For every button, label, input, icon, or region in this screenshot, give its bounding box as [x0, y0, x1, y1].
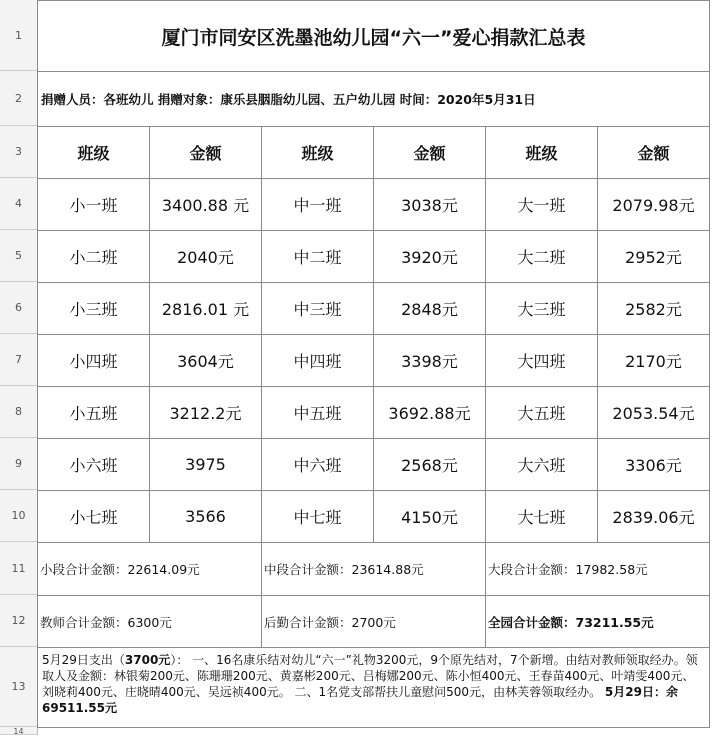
class-cell[interactable]: 小四班	[38, 335, 150, 387]
amount-cell[interactable]: 3975	[150, 439, 262, 491]
table-row	[38, 387, 710, 439]
amount-cell[interactable]: 3398元	[374, 335, 486, 387]
class-cell[interactable]: 中六班	[262, 439, 374, 491]
class-cell[interactable]: 大二班	[486, 231, 598, 283]
expense-note[interactable]	[38, 648, 710, 728]
row-number[interactable]: 6	[0, 282, 37, 334]
class-cell[interactable]: 中一班	[262, 179, 374, 231]
amount-header[interactable]: 金额	[598, 127, 710, 179]
amount-cell[interactable]: 3212.2元	[150, 387, 262, 439]
amount-cell[interactable]: 2040元	[150, 231, 262, 283]
row-number[interactable]: 4	[0, 178, 37, 230]
logistics-total[interactable]: 后勤合计金额：2700元	[262, 596, 486, 648]
table-row	[38, 179, 710, 231]
amount-cell[interactable]: 3306元	[598, 439, 710, 491]
amount-cell[interactable]: 2848元	[374, 283, 486, 335]
class-cell[interactable]: 大三班	[486, 283, 598, 335]
note-prefix: 5月29日支出（	[42, 653, 125, 667]
amount-cell[interactable]: 2582元	[598, 283, 710, 335]
class-cell[interactable]: 中五班	[262, 387, 374, 439]
donation-info[interactable]: 捐赠人员：各班幼儿 捐赠对象：康乐县胭脂幼儿园、五户幼儿园 时间：2020年5月31日	[38, 72, 710, 127]
class-cell[interactable]: 小五班	[38, 387, 150, 439]
amount-cell[interactable]: 3566	[150, 491, 262, 543]
middle-section-total[interactable]: 中段合计金额：23614.88元	[262, 543, 486, 596]
totals-row	[38, 596, 710, 648]
amount-cell[interactable]: 3400.88 元	[150, 179, 262, 231]
amount-cell[interactable]: 2816.01 元	[150, 283, 262, 335]
row-number[interactable]: 12	[0, 595, 37, 647]
class-cell[interactable]: 中二班	[262, 231, 374, 283]
note-amount: 3700元	[124, 653, 171, 667]
class-cell[interactable]: 大一班	[486, 179, 598, 231]
amount-cell[interactable]: 3038元	[374, 179, 486, 231]
row-number[interactable]: 10	[0, 490, 37, 542]
small-section-total[interactable]: 小段合计金额：22614.09元	[38, 543, 262, 596]
header-row	[38, 127, 710, 179]
amount-cell[interactable]: 2952元	[598, 231, 710, 283]
amount-cell[interactable]: 2568元	[374, 439, 486, 491]
class-cell[interactable]: 大六班	[486, 439, 598, 491]
class-cell[interactable]: 小一班	[38, 179, 150, 231]
amount-header[interactable]: 金额	[374, 127, 486, 179]
amount-cell[interactable]: 2839.06元	[598, 491, 710, 543]
class-header[interactable]: 班级	[262, 127, 374, 179]
row-number[interactable]: 13	[0, 647, 37, 727]
amount-cell[interactable]: 4150元	[374, 491, 486, 543]
sheet-title[interactable]: 厦门市同安区洗墨池幼儿园“六一”爱心捐款汇总表	[38, 1, 710, 72]
class-header[interactable]: 班级	[486, 127, 598, 179]
teacher-total[interactable]: 教师合计金额：6300元	[38, 596, 262, 648]
row-number[interactable]: 2	[0, 71, 37, 126]
class-cell[interactable]: 小二班	[38, 231, 150, 283]
class-cell[interactable]: 大五班	[486, 387, 598, 439]
class-cell[interactable]: 大七班	[486, 491, 598, 543]
note-body: ）： 一、16名康乐结对幼儿“六一”礼物3200元，9个原先结对，7个新增。由结对教师领取经办。领取人及金额：林银菊200元、陈珊珊200元、黄嘉彬200元、吕梅娜200元、陈小恒400元、王春苗400元、叶靖雯400元、刘晓莉400元、庄晓晴400元、吴远祯400元。 二、1名党支部帮扶儿童慰问500元，由林芙蓉领取经办。	[42, 653, 698, 699]
school-total[interactable]: 全园合计金额：73211.55元	[486, 596, 710, 648]
table-row	[38, 283, 710, 335]
class-cell[interactable]: 中三班	[262, 283, 374, 335]
amount-header[interactable]: 金额	[150, 127, 262, 179]
note-balance: 5月29日：余69511.55元	[42, 685, 678, 715]
row-number[interactable]: 1	[0, 0, 37, 71]
amount-cell[interactable]: 2170元	[598, 335, 710, 387]
class-cell[interactable]: 大四班	[486, 335, 598, 387]
large-section-total[interactable]: 大段合计金额：17982.58元	[486, 543, 710, 596]
amount-cell[interactable]: 3692.88元	[374, 387, 486, 439]
amount-cell[interactable]: 2053.54元	[598, 387, 710, 439]
row-number[interactable]: 7	[0, 334, 37, 386]
row-number[interactable]: 11	[0, 542, 37, 595]
row-number[interactable]: 9	[0, 438, 37, 490]
amount-cell[interactable]: 3920元	[374, 231, 486, 283]
table-row	[38, 491, 710, 543]
class-cell[interactable]: 小三班	[38, 283, 150, 335]
row-number[interactable]: 3	[0, 126, 37, 178]
class-cell[interactable]: 小六班	[38, 439, 150, 491]
class-cell[interactable]: 小七班	[38, 491, 150, 543]
row-number[interactable]: 8	[0, 386, 37, 438]
row-number[interactable]: 5	[0, 230, 37, 282]
table-row	[38, 231, 710, 283]
class-cell[interactable]: 中四班	[262, 335, 374, 387]
table-row	[38, 439, 710, 491]
row-number[interactable]: 14	[0, 727, 37, 735]
donation-table	[37, 0, 710, 728]
amount-cell[interactable]: 2079.98元	[598, 179, 710, 231]
amount-cell[interactable]: 3604元	[150, 335, 262, 387]
table-row	[38, 335, 710, 387]
totals-row	[38, 543, 710, 596]
class-cell[interactable]: 中七班	[262, 491, 374, 543]
class-header[interactable]: 班级	[38, 127, 150, 179]
